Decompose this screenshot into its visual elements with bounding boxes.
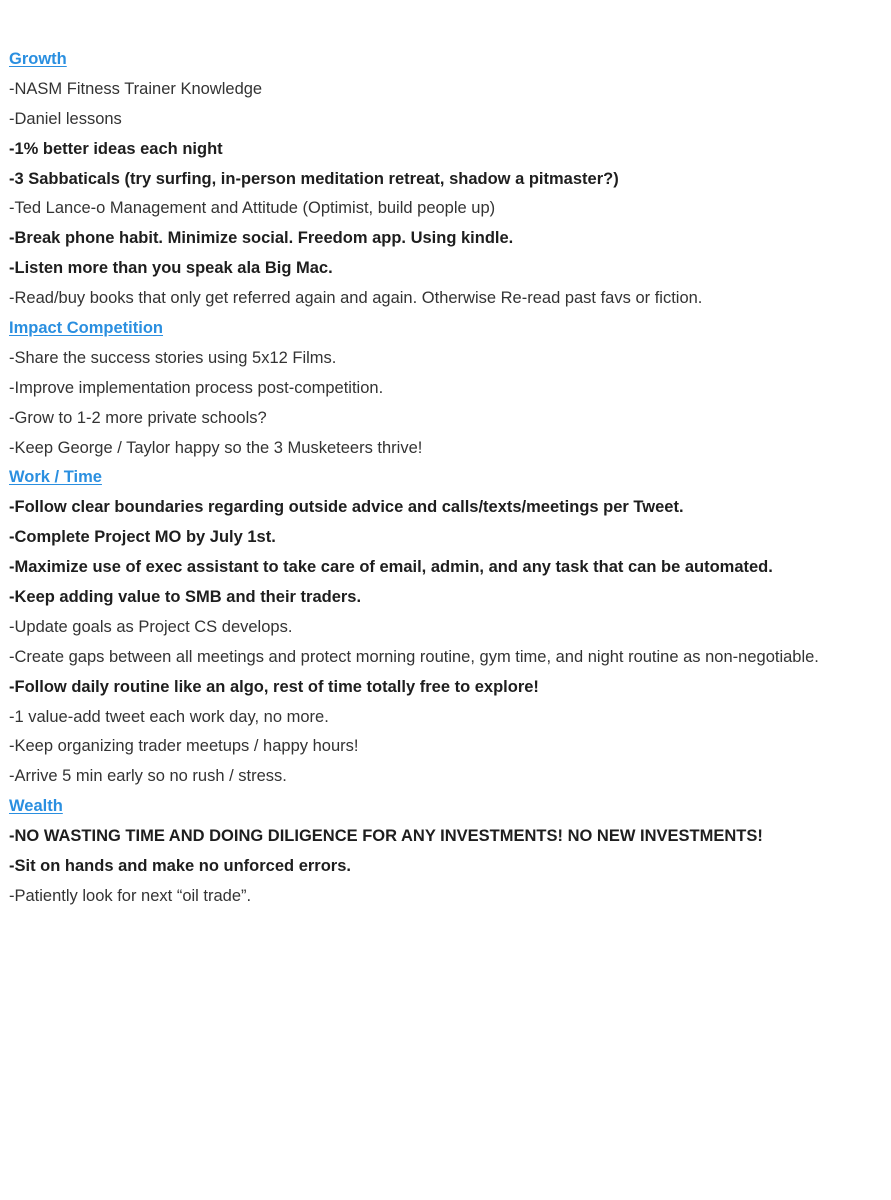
list-item: -NASM Fitness Trainer Knowledge xyxy=(9,79,263,98)
list-item: -Break phone habit. Minimize social. Freedom app. Using kindle. xyxy=(9,229,514,248)
list-item: -Improve implementation process post-competition. xyxy=(9,378,384,397)
list-item: -Ted Lance-o Management and Attitude (Optimist, build people up) xyxy=(9,199,496,218)
list-item: -Patiently look for next “oil trade”. xyxy=(9,886,252,905)
list-item: -Complete Project MO by July 1st. xyxy=(9,528,276,547)
list-item: -Grow to 1-2 more private schools? xyxy=(9,408,267,427)
goals-list xyxy=(9,45,891,912)
section-growth xyxy=(9,45,891,314)
list-item: -NO WASTING TIME AND DOING DILIGENCE FOR ANY INVESTMENTS! NO NEW INVESTMENTS! xyxy=(9,827,763,846)
list-item: -Read/buy books that only get referred again and again. Otherwise Re-read past favs or fiction. xyxy=(9,289,703,308)
section-heading-link[interactable]: Wealth xyxy=(9,797,63,816)
list-item: -Follow daily routine like an algo, rest of time totally free to explore! xyxy=(9,677,539,696)
list-item: -Maximize use of exec assistant to take care of email, admin, and any task that can be automated. xyxy=(9,558,773,577)
list-item: -Share the success stories using 5x12 Films. xyxy=(9,348,337,367)
section-heading-link[interactable]: Work / Time xyxy=(9,468,102,487)
section-impact-competition xyxy=(9,314,891,463)
list-item: -Create gaps between all meetings and protect morning routine, gym time, and night routine as non-negotiable. xyxy=(9,647,819,666)
list-item: -Update goals as Project CS develops. xyxy=(9,617,293,636)
list-item: -3 Sabbaticals (try surfing, in-person meditation retreat, shadow a pitmaster?) xyxy=(9,169,619,188)
section-heading-link[interactable]: Impact Competition xyxy=(9,319,164,338)
list-item: -Keep organizing trader meetups / happy hours! xyxy=(9,737,359,756)
list-item: -Listen more than you speak ala Big Mac. xyxy=(9,259,333,278)
list-item: -Arrive 5 min early so no rush / stress. xyxy=(9,767,287,786)
list-item: -Follow clear boundaries regarding outside advice and calls/texts/meetings per Tweet. xyxy=(9,498,684,517)
section-work-time xyxy=(9,463,891,792)
section-heading-link[interactable]: Growth xyxy=(9,50,67,68)
list-item: -Keep adding value to SMB and their traders. xyxy=(9,588,362,607)
list-item: -1 value-add tweet each work day, no more. xyxy=(9,707,329,726)
list-item: -Sit on hands and make no unforced errors. xyxy=(9,857,351,876)
list-item: -Daniel lessons xyxy=(9,109,122,128)
list-item: -1% better ideas each night xyxy=(9,139,223,158)
section-wealth xyxy=(9,792,891,912)
list-item: -Keep George / Taylor happy so the 3 Musketeers thrive! xyxy=(9,438,423,457)
